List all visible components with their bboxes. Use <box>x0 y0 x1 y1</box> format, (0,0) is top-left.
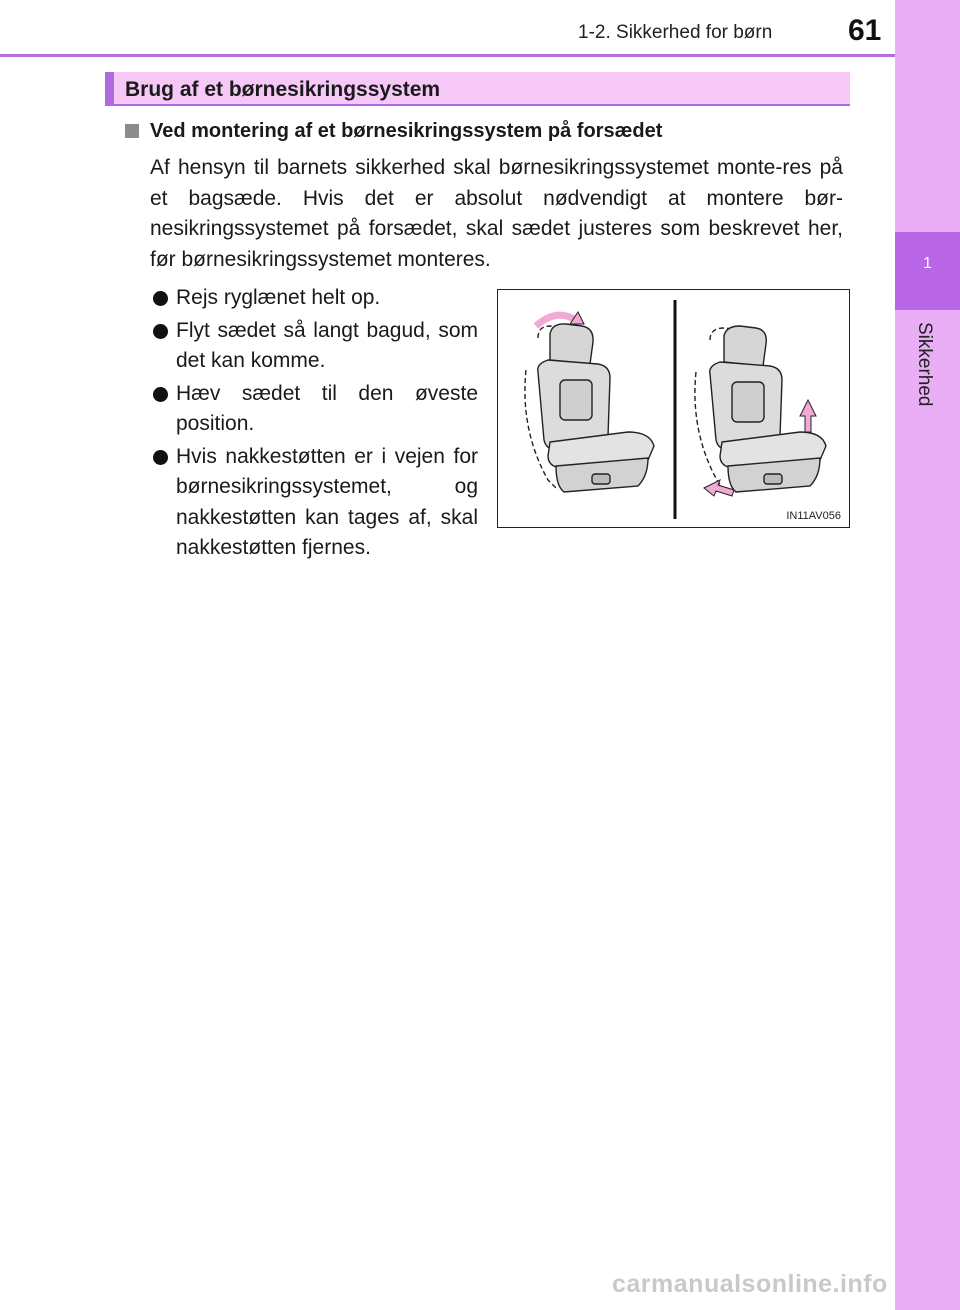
list-item-text: Hæv sædet til den øveste position. <box>176 381 478 435</box>
seat-switch-right <box>764 474 782 484</box>
list-item <box>153 379 478 440</box>
bullet-dot-icon <box>153 387 168 402</box>
bullet-dot-icon <box>153 450 168 465</box>
headrest-left <box>550 324 593 364</box>
headrest-right <box>724 326 766 366</box>
list-item-text: Flyt sædet så langt bagud, som det kan komme. <box>176 318 478 372</box>
section-heading <box>105 72 850 106</box>
chapter-side-tab <box>895 0 960 1310</box>
seat-switch-left <box>592 474 610 484</box>
subheading <box>125 120 845 143</box>
list-item-text: Rejs ryglænet helt op. <box>176 286 381 309</box>
page-number: 61 <box>848 14 882 47</box>
list-item <box>153 283 478 314</box>
section-heading-text: Brug af et børnesikringssystem <box>125 78 441 101</box>
instruction-list <box>153 283 478 566</box>
seat-adjustment-illustration <box>497 289 850 528</box>
seat-drawing <box>498 290 848 526</box>
header-rule <box>0 54 895 57</box>
bullet-dot-icon <box>153 324 168 339</box>
chapter-title: Sikkerhed <box>914 322 935 407</box>
seat-left <box>525 324 654 492</box>
chapter-number: 1 <box>923 255 932 272</box>
bullet-dot-icon <box>153 291 168 306</box>
figure-code: IN11AV056 <box>786 510 841 522</box>
backrest-panel-left <box>560 380 592 420</box>
square-bullet-icon <box>125 124 139 138</box>
header-section-title: 1-2. Sikkerhed for børn <box>578 22 773 43</box>
subheading-text: Ved montering af et børnesikringssystem på forsædet <box>150 120 663 142</box>
list-item <box>153 442 478 564</box>
backrest-panel-right <box>732 382 764 422</box>
watermark: carmanualsonline.info <box>612 1270 888 1298</box>
intro-paragraph: Af hensyn til barnets sikkerhed skal børnesikringssystemet monte-res på et bagsæde. Hvis det er absolut nødvendigt at montere bør-nesikringssystemet på forsædet, skal sædet justeres som beskrevet her, før børnesikringssystemet monteres. <box>150 156 843 271</box>
raise-arrow-icon <box>800 400 816 432</box>
list-item-text: Hvis nakkestøtten er i vejen for børnesikringssystemet, og nakkestøtten kan tages af, skal nakkestøtten fjernes. <box>176 444 478 559</box>
list-item <box>153 316 478 377</box>
